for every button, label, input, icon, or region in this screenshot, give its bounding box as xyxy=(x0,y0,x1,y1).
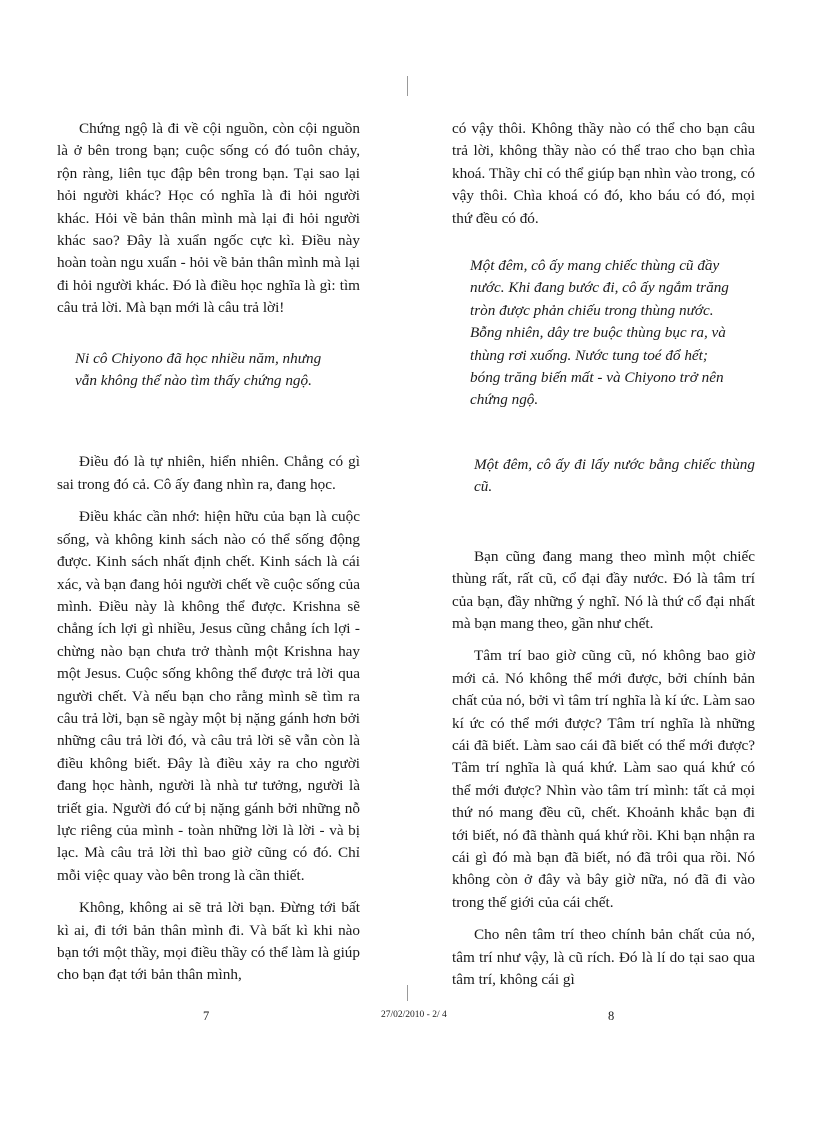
left-quote xyxy=(57,348,360,393)
right-page-column xyxy=(452,118,755,991)
quote-line: Ni cô Chiyono đã học nhiều năm, nhưng xyxy=(75,349,322,367)
right-page-number: 8 xyxy=(608,1009,615,1023)
quote-line: tròn được phản chiếu trong thùng nước. xyxy=(470,301,714,319)
left-page-number: 7 xyxy=(203,1009,210,1023)
quote-line: thùng rơi xuống. Nước tung toé đổ hết; xyxy=(470,346,708,364)
right-paragraph-3: Tâm trí bao giờ cũng cũ, nó không bao giờ mới cả. Nó không thể mới được, bởi chính bản chất của nó, bởi vì tâm trí nghĩa là kí ức. Làm sao kí ức có thể mới được? Tâm trí nghĩa là những cái đã biết. Làm sao cái đã biết có thể mới được? Tâm trí nghĩa là quá khứ. Làm sao quá khứ có thể mới được? Nhìn vào tâm trí mình: tất cả mọi thứ nó mang đều cũ, chết. Khoảnh khắc bạn đi tới biết, nó đã thành quá khứ rồi. Khi bạn nhận ra cái gì đó mà bạn đã biết, nó đã trôi qua rồi. Nó không còn ở đây và bây giờ nữa, nó đã đi vào trong thế giới của cái chết. xyxy=(452,647,755,911)
right-paragraph-1: có vậy thôi. Không thầy nào có thể cho bạn câu trả lời, không thầy nào có thể trao cho bạn chìa khoá. Thầy chỉ có thể giúp bạn nhìn vào trong, có vậy thôi. Chìa khoá có đó, kho báu có đó, mọi thứ đều có đó. xyxy=(452,120,755,227)
quote-line: Bỗng nhiên, dây tre buộc thùng bục ra, và xyxy=(470,324,726,342)
quote-line: nước. Khi đang bước đi, cô ấy ngắm trăng xyxy=(470,279,729,297)
left-paragraph-1: Chứng ngộ là đi về cội nguồn, còn cội nguồn là ở bên trong bạn; cuộc sống có đó tuôn chảy, rộn ràng, liên tục đập bên trong bạn. Tại sao lại hỏi người khác? Học có nghĩa là đi hỏi người khác. Hỏi về bản thân mình mà lại đi hỏi người khác sao? Đây là xuẩn ngốc cực kì. Điều này hoàn toàn ngu xuẩn - hỏi về bản thân mình mà lại đi hỏi người khác. Đó là điều học nghĩa là gì: tìm câu trả lời. Mà bạn mới là câu trả lời! xyxy=(57,120,360,317)
right-single-quote: Một đêm, cô ấy đi lấy nước bằng chiếc thùng cũ. xyxy=(474,455,755,496)
center-fold-line-bottom xyxy=(407,985,408,1001)
quote-line: Một đêm, cô ấy mang chiếc thùng cũ đầy xyxy=(470,257,720,275)
quote-line: chứng ngộ. xyxy=(470,391,539,409)
footer-date: 27/02/2010 - 2/ 4 xyxy=(381,1010,447,1020)
left-paragraph-2: Điều đó là tự nhiên, hiển nhiên. Chẳng có gì sai trong đó cả. Cô ấy đang nhìn ra, đang học. xyxy=(57,453,360,493)
right-paragraph-2: Bạn cũng đang mang theo mình một chiếc thùng rất, rất cũ, cổ đại đầy nước. Đó là tâm trí của bạn, đầy những ý nghĩ. Nó là thứ cổ đại nhất mà bạn mang theo, gần như chết. xyxy=(452,547,755,632)
quote-line: vẫn không thể nào tìm thấy chứng ngộ. xyxy=(75,372,312,390)
quote-line: bóng trăng biến mất - và Chiyono trở nên xyxy=(470,369,724,387)
left-paragraph-3: Điều khác cần nhớ: hiện hữu của bạn là cuộc sống, và không kinh sách nào có thể sống động được. Kinh sách nhất định chết. Kinh sách là cái xác, và bạn đang hỏi người chết về cuộc sống của mình. Điều này là không thể được. Krishna sẽ chẳng ích lợi gì nhiều, Jesus cũng chẳng ích lợi - chừng nào bạn chưa trở thành một Krishna hay một Jesus. Cuộc sống không thể được trả lời qua người chết. Và nếu bạn cho rằng mình sẽ tìm ra câu trả lời, bạn sẽ ngày một bị nặng gánh hơn bởi những câu trả lời đó, và câu trả lời sẽ vẫn còn là điều không biết. Đây là điều xảy ra cho người đang học hành, người là nhà tư tưởng, người là triết gia. Người đó cứ bị nặng gánh bởi những nỗ lực riêng của mình - toàn những lời là lời - và bị lạc. Mà câu trả lời thì bao giờ cũng có đó. Chỉ mỗi việc quay vào bên trong là cần thiết. xyxy=(57,508,360,884)
left-page-column xyxy=(57,118,360,987)
left-paragraph-4: Không, không ai sẽ trả lời bạn. Đừng tới bất kì ai, đi tới bản thân mình đi. Và bất kì khi nào bạn tới một thầy, mọi điều thầy có thể làm là giúp cho bạn đạt tới bản thân mình, xyxy=(57,899,360,984)
center-fold-line-top xyxy=(407,76,408,96)
right-quote xyxy=(452,255,755,412)
right-paragraph-4: Cho nên tâm trí theo chính bản chất của nó, tâm trí như vậy, là cũ rích. Đó là lí do tại sao qua tâm trí, không cái gì xyxy=(452,926,755,988)
